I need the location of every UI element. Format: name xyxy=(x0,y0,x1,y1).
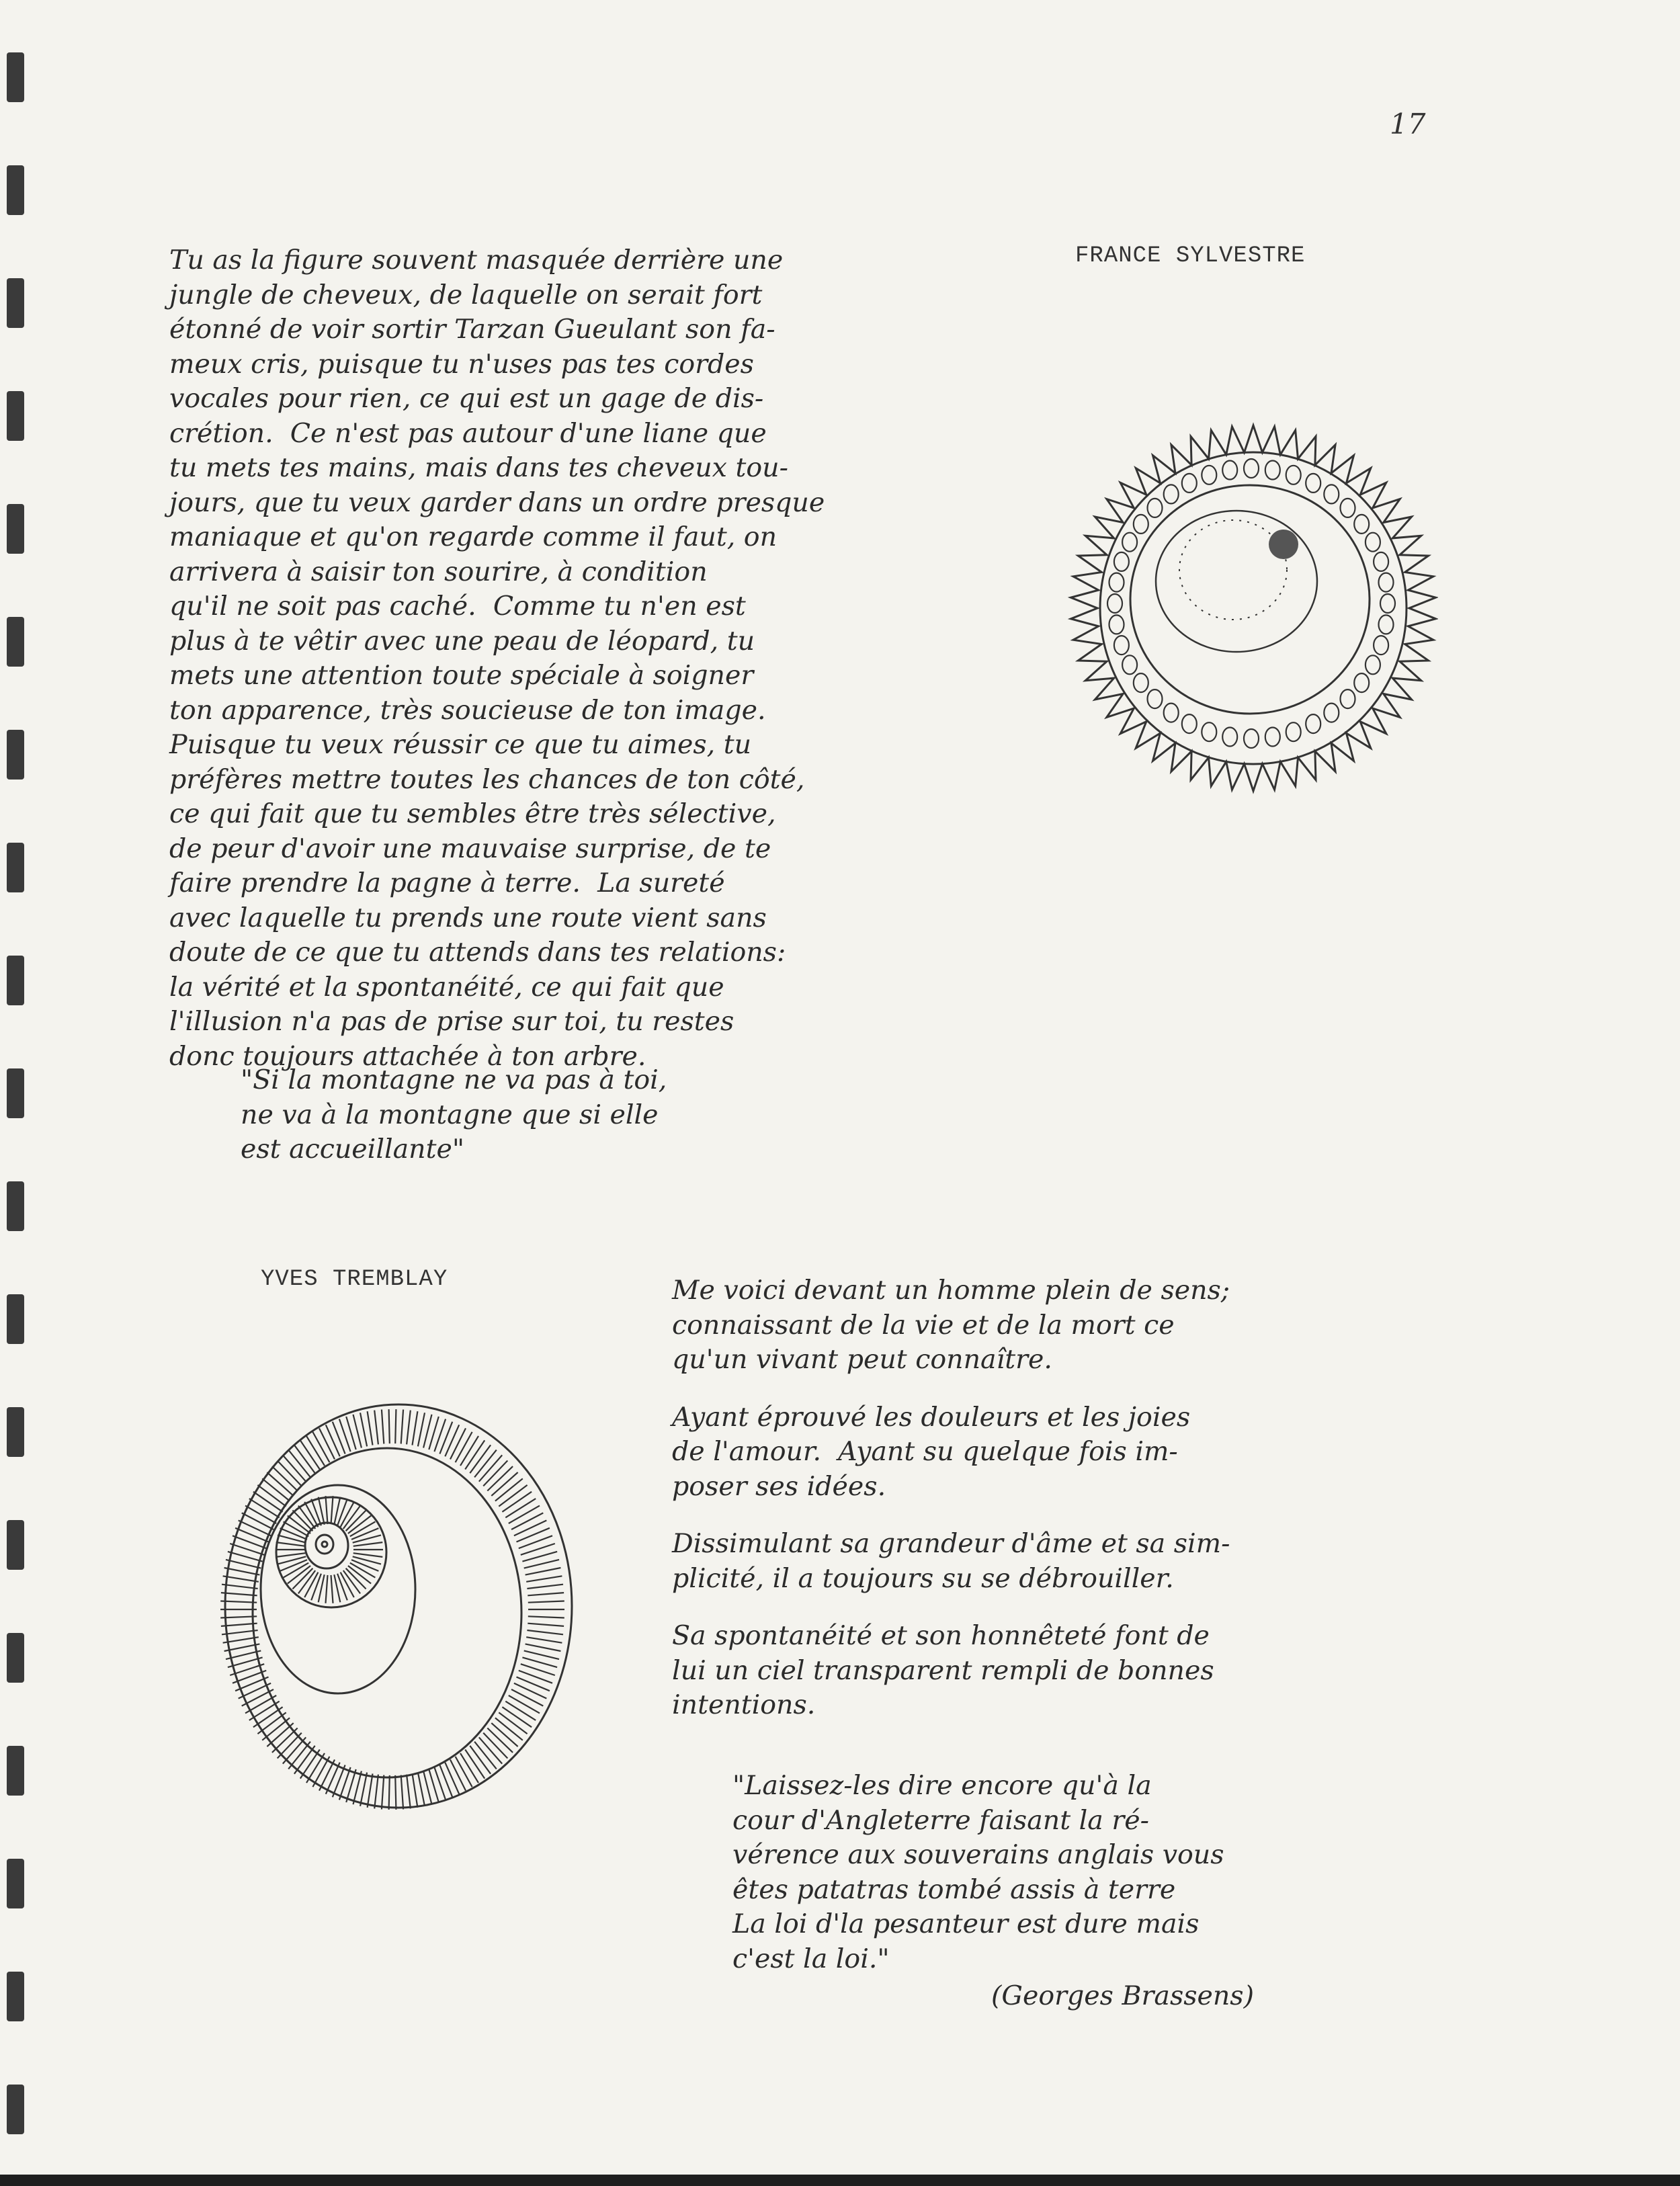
portrait-line: donc toujours attachée à ton arbre. xyxy=(169,1040,646,1072)
portrait-line: intentions. xyxy=(672,1689,816,1720)
portrait-line: lui un ciel transparent rempli de bonnes xyxy=(672,1654,1214,1686)
quote-line: êtes patatras tombé assis à terre xyxy=(732,1874,1176,1905)
portrait-line: Dissimulant sa grandeur d'âme et sa sim- xyxy=(672,1528,1230,1559)
quote-line: cour d'Angleterre faisant la ré- xyxy=(732,1804,1149,1836)
quote-attribution: (Georges Brassens) xyxy=(991,1980,1254,2011)
portrait-line: la vérité et la spontanéité, ce qui fait que xyxy=(169,971,724,1003)
france-sylvestre-quote xyxy=(241,1063,667,1167)
binding-hole xyxy=(7,730,24,780)
portrait-line: jungle de cheveux, de laquelle on serait fort xyxy=(169,279,763,310)
portrait-line: Ayant éprouvé les douleurs et les joies xyxy=(672,1401,1191,1433)
page-number: 17 xyxy=(1390,108,1426,140)
portrait-line: étonné de voir sortir Tarzan Gueulant son fa- xyxy=(169,314,775,345)
portrait-line: jours, que tu veux garder dans un ordre presque xyxy=(169,487,825,518)
portrait-line: préfères mettre toutes les chances de ton côté, xyxy=(169,763,805,795)
portrait-paragraph xyxy=(672,1527,1230,1596)
quote-line: vérence aux souverains anglais vous xyxy=(732,1839,1224,1870)
portrait-line: meux cris, puisque tu n'uses pas tes cordes xyxy=(169,348,754,380)
binding-hole xyxy=(7,617,24,667)
portrait-line: de l'amour. Ayant su quelque fois im- xyxy=(672,1436,1178,1467)
quote-line: "Si la montagne ne va pas à toi, xyxy=(241,1064,667,1095)
portrait-line: mets une attention toute spéciale à soigner xyxy=(169,660,754,691)
portrait-line: doute de ce que tu attends dans tes relations: xyxy=(169,937,786,968)
binding-hole xyxy=(7,1407,24,1457)
binding-hole xyxy=(7,2085,24,2134)
sun-mandala-drawing xyxy=(1062,390,1438,847)
france-sylvestre-portrait xyxy=(169,243,825,1074)
binding-hole xyxy=(7,504,24,554)
portrait-line: Me voici devant un homme plein de sens; xyxy=(672,1275,1230,1306)
binding-hole xyxy=(7,278,24,328)
binding-hole xyxy=(7,1746,24,1796)
portrait-paragraph xyxy=(672,1273,1230,1378)
yves-tremblay-heading: YVES TREMBLAY xyxy=(261,1267,448,1292)
portrait-line: faire prendre la pagne à terre. La sureté xyxy=(169,868,725,898)
binding-hole xyxy=(7,1972,24,2021)
portrait-line: poser ses idées. xyxy=(672,1470,886,1502)
binding-hole xyxy=(7,52,24,102)
france-sylvestre-heading: FRANCE SYLVESTRE xyxy=(1075,243,1306,269)
yves-tremblay-quote xyxy=(732,1769,1224,1976)
binding-hole xyxy=(7,843,24,892)
portrait-line: plus à te vêtir avec une peau de léopard, tu xyxy=(169,625,755,657)
portrait-line: ce qui fait que tu sembles être très sélective, xyxy=(169,798,776,829)
yves-tremblay-portrait xyxy=(672,1273,1230,1723)
binding-hole xyxy=(7,956,24,1005)
portrait-paragraph xyxy=(672,1619,1230,1723)
binding-hole xyxy=(7,391,24,441)
spiral-binding xyxy=(0,0,40,2186)
quote-line: ne va à la montagne que si elle xyxy=(241,1099,659,1130)
portrait-line: l'illusion n'a pas de prise sur toi, tu restes xyxy=(169,1006,734,1037)
portrait-line: vocales pour rien, ce qui est un gage de dis- xyxy=(169,383,764,414)
binding-hole xyxy=(7,165,24,215)
binding-hole xyxy=(7,1520,24,1570)
binding-hole xyxy=(7,1181,24,1231)
binding-hole xyxy=(7,1859,24,1908)
quote-line: c'est la loi." xyxy=(732,1943,890,1974)
binding-hole xyxy=(7,1068,24,1118)
portrait-line: avec laquelle tu prends une route vient sans xyxy=(169,902,767,933)
portrait-line: de peur d'avoir une mauvaise surprise, de te xyxy=(169,833,771,864)
ring-shell-drawing xyxy=(214,1391,590,1821)
portrait-line: maniaque et qu'on regarde comme il faut, on xyxy=(169,521,778,552)
portrait-line: crétion. Ce n'est pas autour d'une liane que xyxy=(169,417,767,449)
portrait-line: arrivera à saisir ton sourire, à condition xyxy=(169,556,708,587)
page-bottom-edge xyxy=(0,2175,1680,2186)
portrait-line: connaissant de la vie et de la mort ce xyxy=(672,1309,1175,1341)
portrait-paragraph xyxy=(672,1400,1230,1505)
portrait-line: qu'un vivant peut connaître. xyxy=(672,1344,1052,1375)
portrait-line: plicité, il a toujours su se débrouiller. xyxy=(672,1562,1174,1594)
portrait-line: Puisque tu veux réussir ce que tu aimes, tu xyxy=(169,729,752,760)
portrait-line: Tu as la figure souvent masquée derrière une xyxy=(169,245,784,276)
portrait-line: tu mets tes mains, mais dans tes cheveux tou- xyxy=(169,452,788,483)
portrait-line: ton apparence, très soucieuse de ton image. xyxy=(169,694,766,726)
portrait-line: qu'il ne soit pas caché. Comme tu n'en est xyxy=(169,591,746,622)
binding-hole xyxy=(7,1294,24,1344)
binding-hole xyxy=(7,1633,24,1683)
portrait-line: Sa spontanéité et son honnêteté font de xyxy=(672,1620,1210,1651)
quote-line: La loi d'la pesanteur est dure mais xyxy=(732,1908,1200,1939)
quote-line: "Laissez-les dire encore qu'à la xyxy=(732,1770,1152,1801)
quote-line: est accueillante" xyxy=(241,1134,464,1165)
